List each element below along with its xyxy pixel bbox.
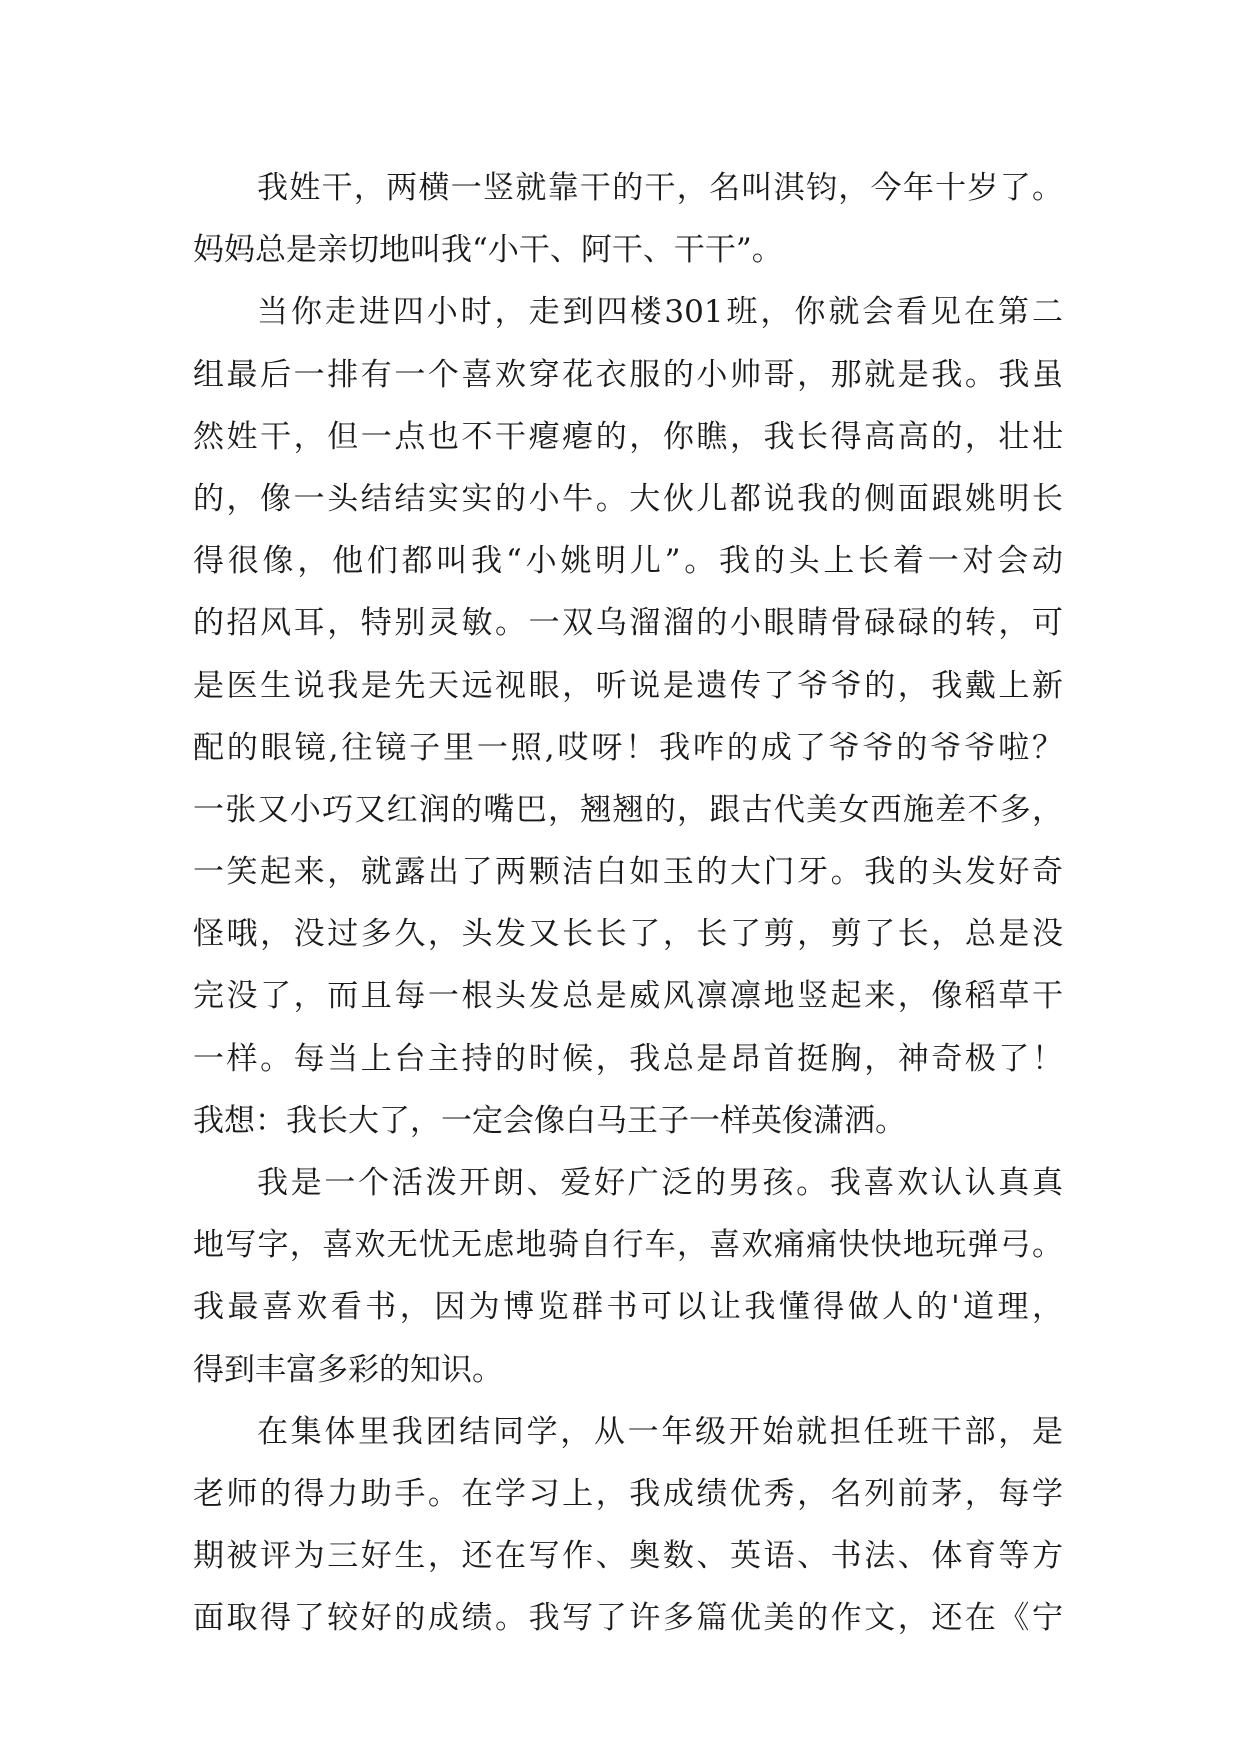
- text-line: 我最喜欢看书，因为博览群书可以让我懂得做人的'道理，: [193, 1289, 1063, 1326]
- text-line: 我想：我长大了，一定会像白马王子一样英俊潇洒。: [193, 1102, 906, 1139]
- text-line: 的，像一头结结实实的小牛。大伙儿都说我的侧面跟姚明长: [193, 480, 1063, 517]
- text-line: 是医生说我是先天远视眼，听说是遗传了爷爷的，我戴上新: [193, 667, 1063, 704]
- text-line: 得很像，他们都叫我“小姚明儿”。我的头上长着一对会动: [193, 543, 1063, 580]
- text-line: 期被评为三好生，还在写作、奥数、英语、书法、体育等方: [193, 1538, 1063, 1575]
- text-line: 然姓干，但一点也不干瘪瘪的，你瞧，我长得高高的，壮壮: [193, 418, 1063, 455]
- text-line: 当你走进四小时，走到四楼301班，你就会看见在第二: [257, 294, 1063, 331]
- text-line: 完没了，而且每一根头发总是威风凛凛地竖起来，像稻草干: [193, 978, 1063, 1015]
- text-line: 配的眼镜,往镜子里一照,哎呀！我咋的成了爷爷的爷爷啦？: [193, 729, 1063, 766]
- body-text: [193, 157, 1063, 1650]
- text-line: 我是一个活泼开朗、爱好广泛的男孩。我喜欢认认真真: [257, 1165, 1063, 1201]
- text-line: 一张又小巧又红润的嘴巴，翘翘的，跟古代美女西施差不多，: [193, 791, 1063, 828]
- text-line: 老师的得力助手。在学习上，我成绩优秀，名列前茅，每学: [193, 1475, 1063, 1512]
- text-line: 地写字，喜欢无忧无虑地骑自行车，喜欢痛痛快快地玩弹弓。: [193, 1227, 1063, 1264]
- text-line: 妈妈总是亲切地叫我“小干、阿干、干干”。: [193, 232, 783, 269]
- text-line: 面取得了较好的成绩。我写了许多篇优美的作文，还在《宁: [193, 1600, 1063, 1637]
- text-line: 我姓干，两横一竖就靠干的干，名叫淇钧，今年十岁了。: [257, 170, 1063, 206]
- text-line: 怪哦，没过多久，头发又长长了，长了剪，剪了长，总是没: [193, 916, 1063, 953]
- text-line: 在集体里我团结同学，从一年级开始就担任班干部，是: [257, 1413, 1063, 1450]
- text-line: 的招风耳，特别灵敏。一双乌溜溜的小眼睛骨碌碌的转，可: [193, 605, 1063, 642]
- text-line: 得到丰富多彩的知识。: [193, 1351, 503, 1388]
- text-line: 一样。每当上台主持的时候，我总是昂首挺胸，神奇极了！: [193, 1040, 1063, 1077]
- text-line: 一笑起来，就露出了两颗洁白如玉的大门牙。我的头发好奇: [193, 854, 1063, 891]
- text-line: 组最后一排有一个喜欢穿花衣服的小帅哥，那就是我。我虽: [193, 356, 1063, 393]
